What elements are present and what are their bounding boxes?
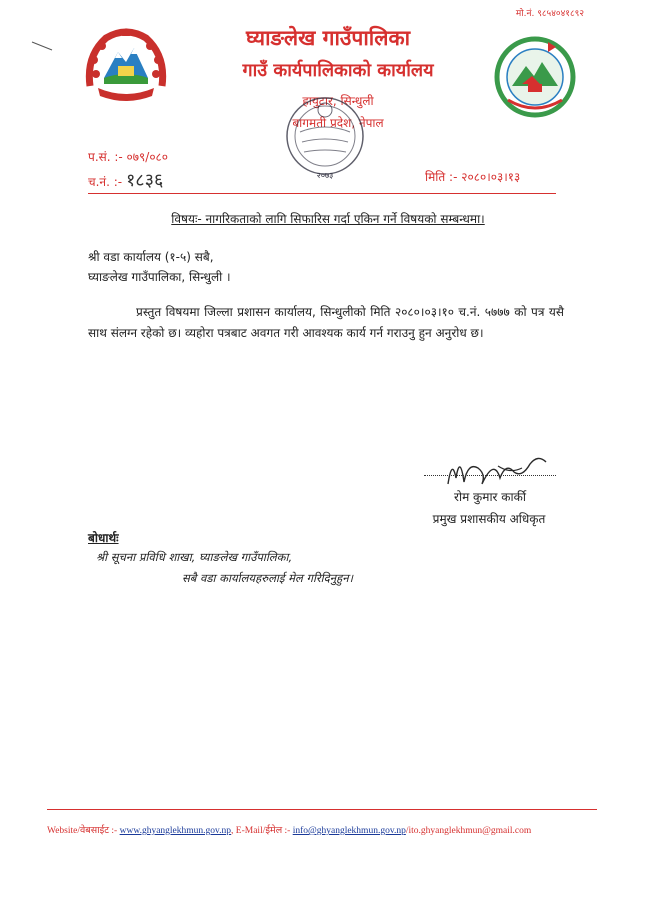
signature-line — [424, 475, 556, 476]
letter-date: मिति :- २०८०।०३।१३ — [425, 170, 521, 184]
patra-sankhya: प.सं. :- ०७९/०८० — [88, 150, 169, 164]
chalani-number — [88, 168, 163, 192]
stamp-year: २०७३ — [316, 171, 334, 180]
header-divider — [88, 193, 556, 194]
signatory-designation: प्रमुख प्रशासकीय अधिकृत — [432, 512, 546, 526]
footer-divider — [47, 809, 597, 810]
signature-icon — [438, 448, 556, 492]
office-name: गाउँ कार्यपालिकाको कार्यालय — [242, 60, 434, 81]
email-link[interactable]: info@ghyanglekhmun.gov.np — [292, 826, 406, 836]
website-label: Website/वेबसाईट :- — [47, 826, 118, 836]
address-line-1: हायुटार, सिन्धुली — [302, 94, 374, 108]
mobile-number: मो.नं. ९८५४०४१८९२ — [515, 9, 584, 19]
footer — [47, 823, 627, 836]
body-paragraph: प्रस्तुत विषयमा जिल्ला प्रशासन कार्यालय, सिन्धुलीको मिति २०८०।०३।१० च.नं. ५७७७ को पत्र यसै साथ संलग्न रहेको छ। व्यहोरा पत्रबाट अवगत गरी आवश्यक कार्य गर्न गराउनु हुन अनुरोध छ। — [88, 305, 564, 340]
email-label: , E-Mail/ईमेल :- — [231, 826, 291, 836]
recipient-line-1: श्री वडा कार्यालय (१-५) सबै, — [88, 250, 214, 264]
website-link[interactable]: www.ghyanglekhmun.gov.np — [119, 826, 232, 836]
email-alt: /ito.ghyanglekhmun@gmail.com — [405, 826, 532, 836]
signatory-name: रोम कुमार कार्की — [454, 490, 526, 504]
cc-heading: बोधार्थः — [88, 531, 119, 545]
official-stamp-icon — [282, 92, 368, 184]
address-line-2: बागमती प्रदेश, नेपाल — [292, 116, 384, 130]
chalani-value: १८३६ — [125, 170, 164, 191]
chalani-label: च.नं. :- — [88, 175, 123, 189]
subject-text: विषयः- नागरिकताको लागि सिफारिस गर्दा एकिन गर्ने विषयको सम्बन्धमा। — [171, 212, 485, 226]
cc-line-2: सबै वडा कार्यालयहरुलाई मेल गरिदिनुहुन। — [182, 571, 353, 585]
cc-line-1: श्री सूचना प्रविधि शाखा, घ्याङलेख गाउँपालिका, — [96, 550, 293, 564]
subject-line — [0, 210, 656, 227]
org-name: घ्याङलेख गाउँपालिका — [245, 26, 411, 50]
recipient-line-2: घ्याङलेख गाउँपालिका, सिन्धुली । — [88, 270, 231, 284]
